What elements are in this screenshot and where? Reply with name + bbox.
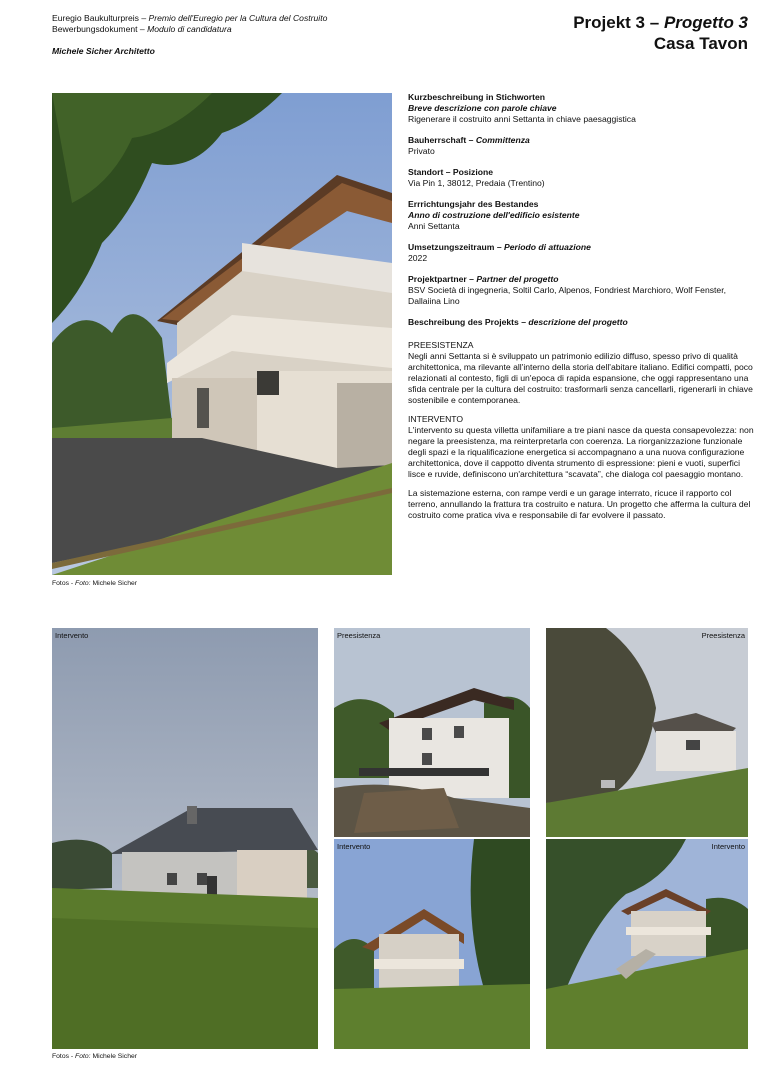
project-name: Casa Tavon xyxy=(653,34,748,53)
tag-intervento: Intervento xyxy=(711,842,745,851)
tag-preesistenza: Preesistenza xyxy=(337,631,381,640)
gallery-photo-intervento-3 xyxy=(546,839,748,1049)
project-info xyxy=(408,92,754,531)
gallery-photo-intervento-1 xyxy=(52,628,318,1049)
gallery-caption: Fotos - Foto: Michele Sicher xyxy=(52,1053,138,1060)
gallery-photo-preesistenza-2 xyxy=(546,628,748,837)
heading-intervento: INTERVENTO xyxy=(408,414,464,424)
main-photo xyxy=(52,93,392,575)
client-section: Bauherrschaft – Committenza Privato xyxy=(408,135,530,156)
location-section: Standort – Posizione Via Pin 1, 38012, Predaia (Trentino) xyxy=(408,167,545,188)
tag-intervento: Intervento xyxy=(337,842,371,851)
paragraph-sistemazione: La sistemazione esterna, con rampe verdi e un garage interrato, ricuce il rapporto col terreno, annullando la frattura tra costruito e natura. Un progetto che afferma la cultura del costruito come pratica viva e responsabile di far evolvere il passato. xyxy=(408,488,751,520)
tag-intervento: Intervento xyxy=(55,631,89,640)
header-block: Euregio Baukulturpreis – Premio dell'Euregio per la Cultura del Costruito Bewerbungsdokument – Modulo di candidatura Michele Sicher Architetto xyxy=(52,13,328,56)
main-photo-caption: Fotos - Foto: Michele Sicher xyxy=(52,580,138,587)
document-type-it: Modulo di candidatura xyxy=(147,24,232,34)
paragraph-intervento: L'intervento su questa villetta unifamiliare a tre piani nasce da questa consapevolezza: non negare la preesistenza, ma reinterpretarla con coerenza. La riorganizzazione funzionale degli spazi e la riqualificazione energetica si accompagnano a una nuova configurazione architettonica, dove il cappotto diventa strumento di espressione: pieni e vuoti, superfici lisce e ruvide, definiscono un'architettura “scavata”, che dialoga col paesaggio montano. xyxy=(408,425,754,479)
construction-year-section: Errrichtungsjahr des Bestandes Anno di costruzione dell'edificio esistente Anni Settanta xyxy=(408,199,580,231)
project-title: Projekt 3 – Progetto 3 Casa Tavon xyxy=(573,13,748,53)
architect-name: Michele Sicher Architetto xyxy=(52,46,155,56)
award-name-it: Premio dell'Euregio per la Cultura del Costruito xyxy=(148,13,328,23)
tag-preesistenza: Preesistenza xyxy=(701,631,745,640)
heading-preesistenza: PREESISTENZA xyxy=(408,340,474,350)
description-section: Beschreibung des Projekts – descrizione del progetto PREESISTENZA Negli anni Settanta si è sviluppato un patrimonio edilizio diffuso, spesso privo di qualità architettonica, ma rilevante all'interno della storia dell'abitare italiano. Edifici compatti, poco relazionati al contesto, figli di un'epoca di rapida espansione, che oggi rappresentano una sfida centrale per la cultura del costruito: trasformarli senza cancellarli, rigenerarli in chiave sostenibile e contemporanea. INTERVENTO L'intervento su questa villetta unifamiliare a tre piani nasce da questa consapevolezza: non negare la preesistenza, ma reinterpretarla con coerenza. La riorganizzazione funzionale degli spazi e la riqualificazione energetica si accompagnano a una nuova configurazione architettonica, dove il cappotto diventa strumento di espressione: pieni e vuoti, superfici lisce e ruvide, definiscono un'architettura “scavata”, che dialoga col paesaggio montano. La sistemazione esterna, con rampe verdi e un garage interrato, ricuce il rapporto col terreno, annullando la frattura tra costruito e natura. Un progetto che afferma la cultura del costruito come pratica viva e responsabile di far evolvere il passato. xyxy=(408,317,754,520)
paragraph-preesistenza: Negli anni Settanta si è sviluppato un patrimonio edilizio diffuso, spesso privo di qualità architettonica, ma rilevante all'interno della storia dell'abitare italiano. Edifici compatti, poco relazionati al contesto, figli di un'epoca di rapida espansione, che oggi rappresentano una sfida centrale per la cultura del costruito: trasformarli senza cancellarli, rigenerarli in chiave sostenibile e contemporanea. xyxy=(408,351,753,405)
award-name-de: Euregio Baukulturpreis xyxy=(52,13,139,23)
document-type-de: Bewerbungsdokument xyxy=(52,24,138,34)
short-description: Kurzbeschreibung in Stichworten Breve descrizione con parole chiave Rigenerare il costruito anni Settanta in chiave paesaggistica xyxy=(408,92,636,124)
partners-section: Projektpartner – Partner del progetto BSV Società di ingegneria, Soltil Carlo, Alpenos, Fondriest Marchioro, Wolf Fenster, Dallaiina Lino xyxy=(408,274,726,306)
gallery-photo-preesistenza-1 xyxy=(334,628,530,837)
gallery-photo-intervento-2 xyxy=(334,839,530,1049)
period-section: Umsetzungszeitraum – Periodo di attuazione 2022 xyxy=(408,242,591,263)
